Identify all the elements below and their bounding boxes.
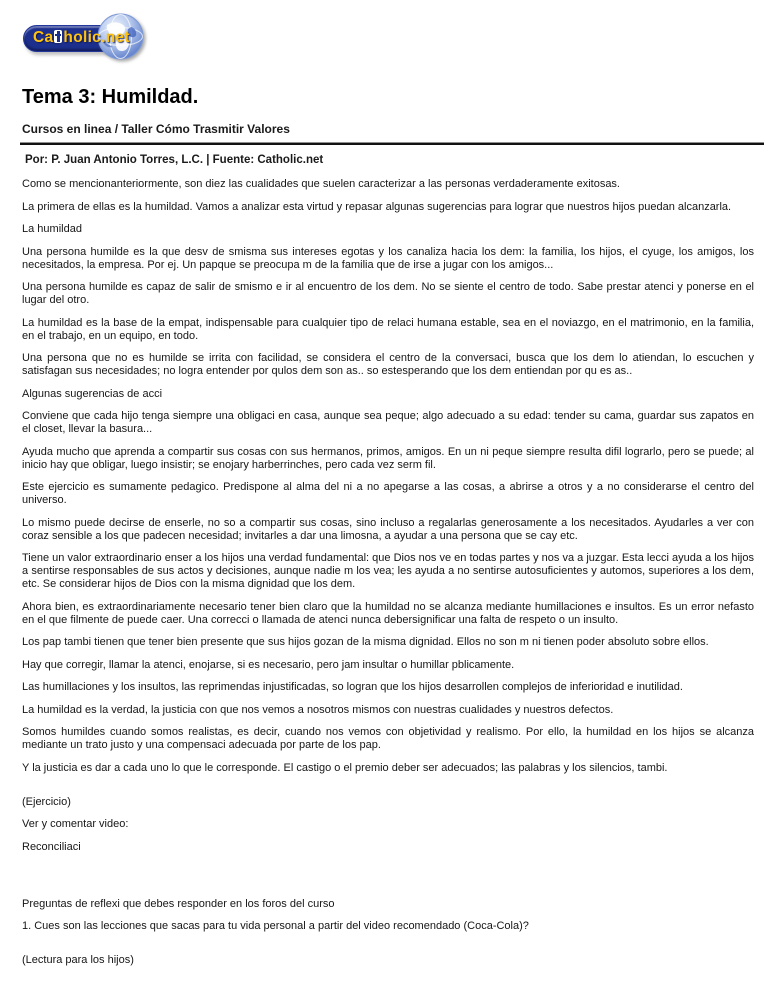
logo-wordmark bbox=[33, 29, 130, 47]
paragraph: La humildad bbox=[22, 223, 82, 235]
paragraph: Una persona humilde es capaz de salir de smismo e ir al encuentro de los dem. No se siente el centro de todo. Sabe prestar atenci y ponerse en el lugar del otro. bbox=[22, 281, 754, 306]
blank-line bbox=[22, 875, 754, 877]
paragraph: Como se mencionanteriormente, son diez las cualidades que suelen caracterizar a las personas verdaderamente exitosas. bbox=[22, 178, 620, 190]
paragraph: Lo mismo puede decirse de enserle, no so a compartir sus cosas, sino incluso a regalarlas generosamente a los necesitados. Ayudarles a ver con coraz sensible a los que padecen necesidad; invitarles a dar una limosna, a ayudar a una persona que se cay etc. bbox=[22, 516, 754, 542]
paragraph: Una persona que no es humilde se irrita con facilidad, se considera el centro de la conversaci, busca que los dem lo atiendan, lo escuchen y satisfagan sus necesidades; no logra entender por qulos dem son as.. so estesperando que los dem entiendan por qu es as.. bbox=[22, 352, 754, 377]
paragraph: La humildad es la base de la empat, indispensable para cualquier tipo de relaci humana estable, sea en el noviazgo, en el matrimonio, en la familia, en el trabajo, en un equipo, en todo. bbox=[22, 316, 754, 342]
paragraph: Conviene que cada hijo tenga siempre una obligaci en casa, aunque sea peque; algo adecuado a su edad: tender su cama, guardar sus zapatos en el closet, llevar la basura... bbox=[22, 410, 754, 435]
cross-icon bbox=[54, 30, 62, 43]
byline: Por: P. Juan Antonio Torres, L.C. | Fuente: Catholic.net bbox=[25, 154, 324, 166]
paragraph: Somos humildes cuando somos realistas, es decir, cuando nos vemos con objetividad y realismo. Por ello, la humildad en los hijos se alcanza mediante un trato justo y una compensaci adecuada por parte de los pap. bbox=[22, 726, 754, 751]
logo-text-prefix: Ca bbox=[33, 29, 54, 46]
paragraph: Las humillaciones y los insultos, las reprimendas injustificadas, so logran que los hijos desarrollen complejos de inferioridad e inutilidad. bbox=[22, 681, 683, 693]
divider-rule bbox=[20, 142, 764, 145]
paragraph: Este ejercicio es sumamente pedagico. Predispone al alma del ni a no apegarse a las cosas, a abrirse a otros y a no considerarse el centro del universo. bbox=[22, 481, 754, 506]
paragraph: (Lectura para los hijos) bbox=[22, 954, 134, 966]
paragraph: Los pap tambi tienen que tener bien presente que sus hijos gozan de la misma dignidad. Ellos no son m ni tienen poder absoluto sobre ellos. bbox=[22, 636, 709, 648]
blank-line bbox=[22, 863, 754, 865]
paragraph: (Ejercicio) bbox=[22, 795, 71, 808]
paragraph: La primera de ellas es la humildad. Vamos a analizar esta virtud y repasar algunas sugerencias para lograr que nuestros hijos puedan alcanzarla. bbox=[22, 200, 732, 213]
paragraph: Hay que corregir, llamar la atenci, enojarse, si es necesario, pero jam insultar o humillar pblicamente. bbox=[22, 658, 515, 671]
paragraph: 1. Cues son las lecciones que sacas para tu vida personal a partir del video recomendado (Coca-Cola)? bbox=[22, 920, 529, 932]
paragraph: Una persona humilde es la que desv de smisma sus intereses egotas y los canaliza hacia los dem: la familia, los hijos, el cyuge, los amigos, los necesitados, la empresa. Por ej. Un papque se preocupa m de la familia que de irse a jugar con los amigos... bbox=[22, 245, 754, 271]
paragraph: Reconciliaci bbox=[22, 840, 81, 853]
paragraph: Y la justicia es dar a cada uno lo que le corresponde. El castigo o el premio deber ser adecuados; las palabras y los silencios, tambi. bbox=[22, 761, 668, 774]
logo-text-suffix: holic bbox=[63, 29, 102, 46]
catholicnet-logo bbox=[22, 12, 192, 68]
breadcrumb: Cursos en linea / Taller Cómo Trasmitir Valores bbox=[22, 122, 290, 136]
paragraph: Tiene un valor extraordinario enser a los hijos una verdad fundamental: que Dios nos ve en todas partes y nos va a juzgar. Esta lecci ayuda a los hijos a sentirse responsables de sus actos y decisiones, aunque nadie m los vea; les ayuda a no sentirse autosuficientes y automos, superiores a los dem, etc. Se considerar hijos de Dios con la misma dignidad que los dem. bbox=[22, 552, 754, 590]
article-body bbox=[22, 178, 754, 967]
blank-line bbox=[22, 886, 754, 888]
paragraph: Ver y comentar video: bbox=[22, 818, 129, 830]
logo-text-domain: .net bbox=[101, 29, 130, 46]
paragraph: Algunas sugerencias de acci bbox=[22, 387, 163, 400]
paragraph: La humildad es la verdad, la justicia con que nos vemos a nosotros mismos con nuestras cualidades y nuestros defectos. bbox=[22, 703, 614, 716]
paragraph: Preguntas de reflexi que debes responder en los foros del curso bbox=[22, 897, 335, 910]
page-title: Tema 3: Humildad. bbox=[22, 86, 199, 108]
blank-line bbox=[22, 784, 754, 786]
paragraph: Ahora bien, es extraordinariamente necesario tener bien claro que la humildad no se alcanza mediante humillaciones e insultos. Es un error nefasto en el que filmente de puede caer. Una correcci o llamada de atenci nunca debersignificar una falta de respeto o un insulto. bbox=[22, 600, 754, 626]
paragraph: Ayuda mucho que aprenda a compartir sus cosas con sus hermanos, primos, amigos. En un ni peque siempre resulta difil lograrlo, pero se puede; al inicio hay que obligar, luego insistir; se enojary harberrinches, pero cada vez serm fil. bbox=[22, 445, 754, 471]
blank-line bbox=[22, 943, 754, 945]
